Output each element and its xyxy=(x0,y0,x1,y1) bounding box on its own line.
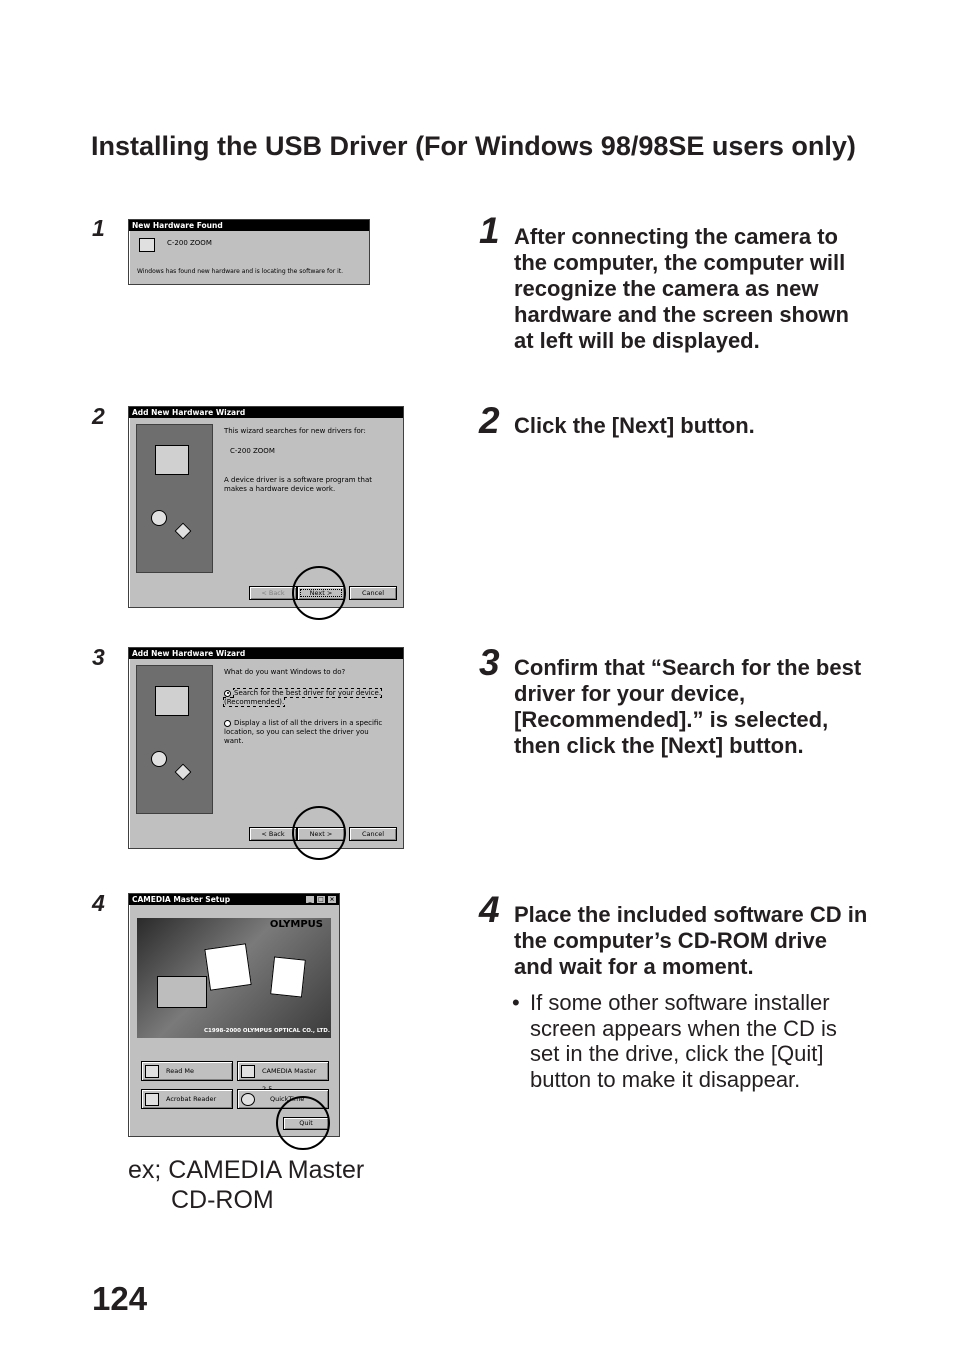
highlight-circle xyxy=(292,806,346,860)
driver-description: A device driver is a software program that makes a hardware device work. xyxy=(224,476,372,493)
highlight-circle xyxy=(292,566,346,620)
minimize-icon[interactable]: _ xyxy=(305,895,315,904)
window-title: CAMEDIA Master Setup xyxy=(132,895,231,904)
step-number-4: 4 xyxy=(479,889,500,930)
wizard-question: What do you want Windows to do? xyxy=(224,668,346,676)
bullet-note xyxy=(512,990,872,1092)
cancel-button[interactable]: Cancel xyxy=(349,586,397,600)
computer-illustration xyxy=(136,665,213,814)
close-icon[interactable]: × xyxy=(327,895,337,904)
option-label: Display a list of all the drivers in a specific location, so you can select the driver you want. xyxy=(224,719,383,745)
back-button[interactable]: < Back xyxy=(249,827,297,841)
disk-icon xyxy=(175,764,192,781)
camera-body-icon xyxy=(157,976,207,1008)
bullet-dot: • xyxy=(512,990,520,1015)
photo-print-icon xyxy=(204,943,251,990)
next-button[interactable]: Next > xyxy=(297,827,345,841)
camedia-icon xyxy=(241,1065,255,1078)
step-text-2: Click the [Next] button. xyxy=(514,413,755,438)
photo-grid-icon xyxy=(270,956,306,997)
computer-illustration xyxy=(136,424,213,573)
page-number: 124 xyxy=(92,1280,148,1317)
highlight-circle xyxy=(276,1096,330,1150)
step-number-3: 3 xyxy=(479,642,500,683)
step-text-3: Confirm that “Search for the best driver for your device, [Recommended].” is selected, then click the [Next] button. xyxy=(514,655,862,758)
step-text-1: After connecting the camera to the computer, the computer will recognize the camera as new hardware and the screen shown at left will be displayed. xyxy=(514,224,849,353)
cd-icon xyxy=(151,510,167,526)
maximize-icon[interactable]: □ xyxy=(316,895,326,904)
page-title: Installing the USB Driver (For Windows 98/98SE users only) xyxy=(91,131,856,161)
read-me-button[interactable] xyxy=(141,1061,233,1081)
add-hardware-wizard-dialog-2 xyxy=(128,647,404,849)
window-title-bar xyxy=(129,894,339,905)
radio-unselected-icon xyxy=(224,720,231,727)
caption-line-2: CD-ROM xyxy=(171,1186,274,1214)
thumbnail-number-4: 4 xyxy=(92,890,105,916)
display-driver-list-option[interactable] xyxy=(224,719,384,746)
thumbnail-number-2: 2 xyxy=(92,403,105,429)
back-button[interactable]: < Back xyxy=(249,586,297,600)
copyright-text: C1998-2000 OLYMPUS OPTICAL CO., LTD. xyxy=(204,1028,330,1034)
monitor-icon xyxy=(155,445,189,475)
quit-button[interactable]: Quit xyxy=(283,1117,329,1130)
found-message: Windows has found new hardware and is locating the software for it. xyxy=(137,268,344,275)
device-name: C-200 ZOOM xyxy=(230,447,275,455)
monitor-icon xyxy=(155,686,189,716)
button-label: CAMEDIA Master xyxy=(262,1067,317,1075)
acrobat-reader-button[interactable] xyxy=(141,1089,233,1109)
search-best-driver-option[interactable] xyxy=(224,689,384,707)
new-hardware-found-dialog xyxy=(128,219,370,285)
dialog-title-bar: Add New Hardware Wizard xyxy=(129,648,403,659)
button-label: Acrobat Reader xyxy=(166,1095,217,1103)
document-icon xyxy=(145,1065,159,1078)
thumbnail-number-3: 3 xyxy=(92,644,105,670)
caption-line-1: ex; CAMEDIA Master xyxy=(128,1156,365,1184)
dialog-title-bar: Add New Hardware Wizard xyxy=(129,407,403,418)
device-name: C-200 ZOOM xyxy=(167,239,212,247)
button-label: QuickTime xyxy=(270,1095,305,1103)
screenshot-caption xyxy=(128,1155,364,1215)
olympus-logo: OLYMPUS xyxy=(269,919,323,930)
thumbnail-number-1: 1 xyxy=(92,215,105,241)
disk-icon xyxy=(175,523,192,540)
cancel-button[interactable]: Cancel xyxy=(349,827,397,841)
bullet-text: If some other software installer screen appears when the CD is set in the drive, click the [Quit] button to make it disappear. xyxy=(530,990,837,1092)
button-label: Read Me xyxy=(166,1067,195,1075)
add-hardware-wizard-dialog-1 xyxy=(128,406,404,608)
wizard-intro-text: This wizard searches for new drivers for: xyxy=(224,427,366,435)
hardware-icon xyxy=(139,238,155,252)
camedia-master-button[interactable] xyxy=(237,1061,329,1081)
acrobat-icon xyxy=(145,1093,159,1106)
next-button-label: Next > xyxy=(309,589,333,597)
step-text-4: Place the included software CD in the computer’s CD-ROM drive and wait for a moment. xyxy=(514,902,868,979)
option-label: Search for the best driver for your device. (Recommended). xyxy=(224,689,382,706)
camera-product-image xyxy=(137,918,331,1038)
quicktime-icon xyxy=(241,1093,255,1106)
radio-selected-icon xyxy=(224,690,231,697)
dialog-title-bar: New Hardware Found xyxy=(129,220,369,231)
cd-icon xyxy=(151,751,167,767)
step-number-2: 2 xyxy=(479,400,500,441)
step-number-1: 1 xyxy=(479,210,500,251)
